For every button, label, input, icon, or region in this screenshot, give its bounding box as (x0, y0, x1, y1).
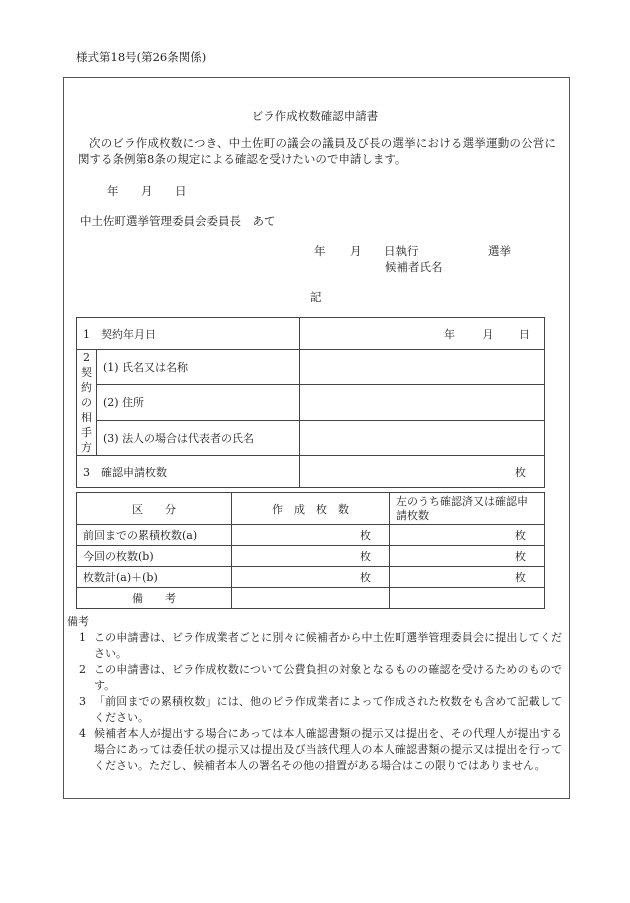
summary-table (76, 492, 545, 609)
table-row (77, 567, 545, 588)
summary-row-label: 今回の枚数(b) (77, 546, 232, 567)
contract-party-group: 2契約の相手方 (77, 350, 97, 456)
contract-month: 月 (482, 327, 494, 341)
note-item: 1 この申請書は、ビラ作成業者ごとに別々に候補者から中土佐町選挙管理委員会に提出してください。 (79, 631, 562, 660)
table-row (77, 525, 545, 546)
contract-date-label: 1 契約年月日 (77, 318, 300, 350)
party-row-value (300, 350, 545, 385)
summary-row-c1: 枚 (232, 525, 390, 546)
summary-row-c1: 枚 (232, 546, 390, 567)
date-month: 月 (141, 184, 153, 198)
contract-day: 日 (519, 327, 530, 341)
addressee: 中土佐町選挙管理委員会委員長 あて (80, 214, 276, 228)
summary-row-c1: 枚 (232, 567, 390, 588)
table-row (77, 350, 545, 385)
contract-year: 年 (444, 327, 455, 341)
remarks-value (232, 588, 390, 609)
summary-row-c2: 枚 (390, 546, 545, 567)
intro-paragraph: 次のビラ作成枚数につき、中土佐町の議会の議員及び長の選挙における選挙運動の公営に関する条例第8条の規定による確認を受けたいので申請します。 (78, 136, 556, 166)
summary-row-label: 前回までの累積枚数(a) (77, 525, 232, 546)
note-item: 3 「前回までの累積枚数」には、他のビラ作成業者によって作成された枚数をも含めて記載してください。 (79, 695, 562, 724)
table-row (77, 588, 545, 609)
election-year: 年 (314, 244, 326, 258)
summary-row-c2: 枚 (390, 567, 545, 588)
table-row (77, 420, 545, 455)
summary-row-c2: 枚 (390, 525, 545, 546)
notes-section (67, 614, 562, 774)
date-day: 日 (175, 184, 187, 198)
form-number: 様式第18号(第26条関係) (76, 50, 207, 64)
form-title: ビラ作成枚数確認申請書 (251, 109, 379, 123)
summary-header-count: 作 成 枚 数 (232, 493, 390, 525)
table-row (77, 456, 545, 488)
party-row-label: (2) 住所 (96, 385, 299, 420)
table-row (77, 385, 545, 420)
notes-title: 備考 (67, 615, 89, 628)
remarks-label: 備 考 (77, 588, 232, 609)
election-day-exec: 日執行 (384, 244, 419, 258)
count-label: 3 確認申請枚数 (77, 456, 300, 488)
election-type: 選挙 (488, 244, 511, 258)
table-row (77, 546, 545, 567)
note-item: 4 候補者本人が提出する場合にあっては本人確認書類の提示又は提出を、その代理人が提出する場合にあっては委任状の提示又は提出及び当該代理人の本人確認書類の提示又は提出を行ってください。ただし、候補者本人の署名その他の措置がある場合はこの限りではありません。 (79, 727, 562, 772)
table-row (77, 318, 545, 350)
party-row-label: (1) 氏名又は名称 (96, 350, 299, 385)
note-item: 2 この申請書は、ビラ作成枚数について公費負担の対象となるものの確認を受けるためのものです。 (79, 663, 562, 692)
contract-table (76, 317, 545, 488)
count-unit: 枚 (300, 456, 545, 488)
summary-header-confirmed: 左のうち確認済又は確認申請枚数 (390, 493, 545, 525)
table-row (77, 493, 545, 525)
contract-date-value (300, 318, 545, 350)
party-row-value (300, 385, 545, 420)
remarks-value (390, 588, 545, 609)
party-row-value (300, 420, 545, 455)
date-year: 年 (107, 184, 119, 198)
summary-row-label: 枚数計(a)＋(b) (77, 567, 232, 588)
summary-header-category: 区 分 (77, 493, 232, 525)
ki-label: 記 (310, 290, 322, 304)
party-row-label: (3) 法人の場合は代表者の氏名 (96, 420, 299, 455)
election-month: 月 (350, 244, 362, 258)
candidate-name-label: 候補者氏名 (385, 260, 443, 274)
